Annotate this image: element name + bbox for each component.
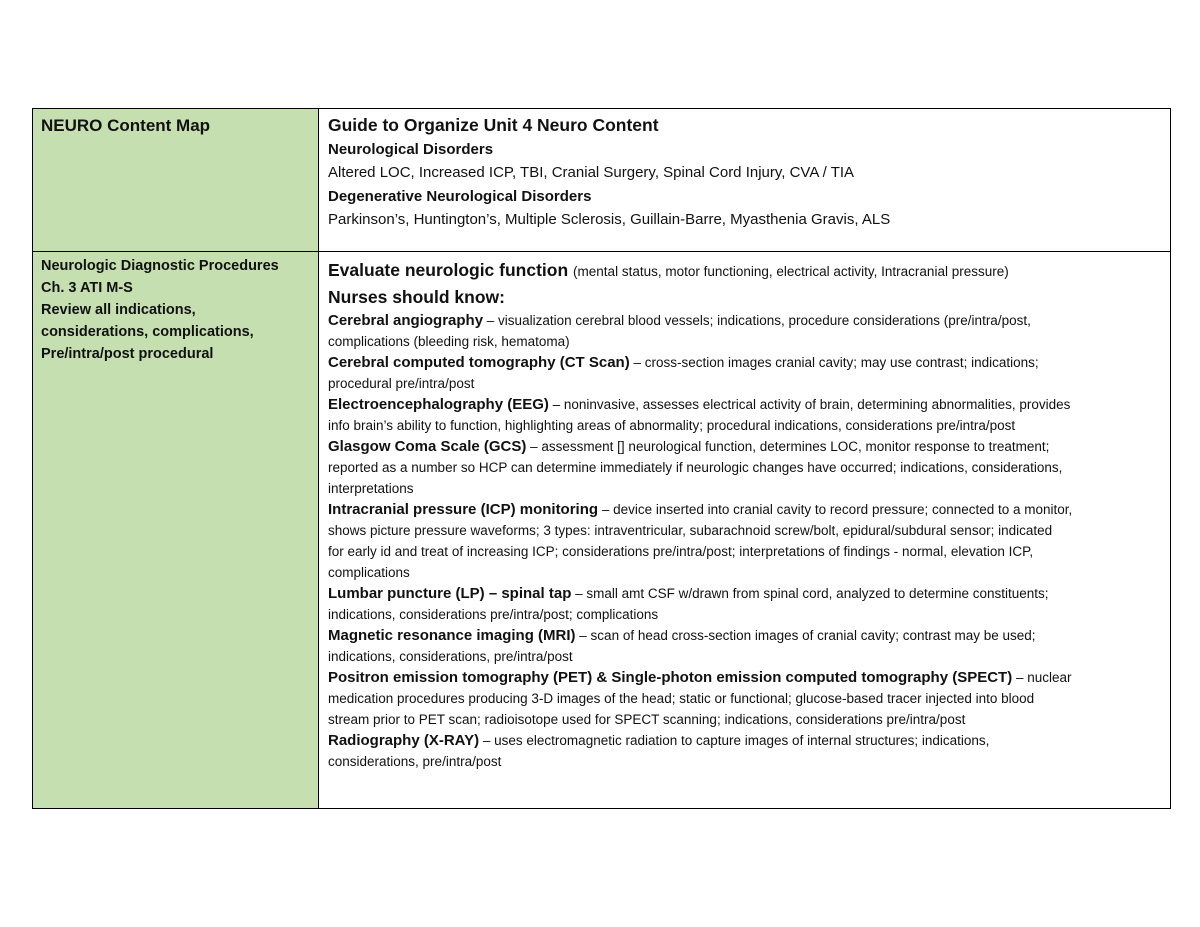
procedure-description: reported as a number so HCP can determine immediately if neurologic changes have occurred; indications, considerations,: [328, 460, 1063, 475]
procedure-description: – small amt CSF w/drawn from spinal cord, analyzed to determine constituents;: [571, 586, 1049, 601]
degenerative-disorders-list: Parkinson’s, Huntington’s, Multiple Sclerosis, Guillain-Barre, Myasthenia Gravis, ALS: [328, 211, 891, 228]
procedure-item: [328, 730, 1160, 772]
procedure-description: – nuclear: [1012, 670, 1072, 685]
nurses-know-heading: Nurses should know:: [328, 287, 505, 307]
evaluate-detail: (mental status, motor functioning, electrical activity, Intracranial pressure): [573, 264, 1009, 279]
procedure-name: Magnetic resonance imaging (MRI): [328, 627, 576, 644]
procedure-item: [328, 436, 1160, 499]
procedure-description: complications (bleeding risk, hematoma): [328, 334, 570, 349]
procedure-description: procedural pre/intra/post: [328, 376, 475, 391]
procedure-name: Radiography (X-RAY): [328, 732, 480, 749]
table-row: [33, 252, 1171, 809]
procedure-name: Electroencephalography (EEG): [328, 396, 549, 413]
procedure-name: Glasgow Coma Scale (GCS): [328, 438, 527, 455]
procedure-description: – device inserted into cranial cavity to record pressure; connected to a monitor,: [598, 502, 1073, 517]
section-label: Neurologic Diagnostic Procedures: [41, 258, 279, 274]
degenerative-disorders-heading: Degenerative Neurological Disorders: [328, 188, 592, 205]
evaluate-heading: Evaluate neurologic function: [328, 260, 569, 280]
guide-title: Guide to Organize Unit 4 Neuro Content: [328, 115, 659, 135]
left-header-cell: [33, 109, 319, 252]
right-section-cell: [319, 252, 1171, 809]
procedure-name: Positron emission tomography (PET) & Single-photon emission computed tomography (SPECT): [328, 669, 1013, 686]
evaluate-line: [328, 257, 1160, 285]
procedure-description: indications, considerations pre/intra/post; complications: [328, 607, 659, 622]
procedure-name: Cerebral computed tomography (CT Scan): [328, 354, 630, 371]
procedure-description: medication procedures producing 3-D images of the head; static or functional; glucose-based tracer injected into blood: [328, 691, 1035, 706]
neuro-disorders-heading: Neurological Disorders: [328, 141, 494, 158]
procedure-item: [328, 310, 1160, 352]
section-label: Pre/intra/post procedural: [41, 346, 214, 362]
content-map-title: NEURO Content Map: [41, 116, 211, 135]
procedure-item: [328, 625, 1160, 667]
procedure-name: Lumbar puncture (LP) – spinal tap: [328, 585, 572, 602]
procedure-description: shows picture pressure waveforms; 3 types: intraventricular, subarachnoid screw/bolt, epidural/subdural sensor; indicated: [328, 523, 1053, 538]
section-label: Ch. 3 ATI M-S: [41, 280, 133, 296]
procedure-description: – assessment [] neurological function, determines LOC, monitor response to treatment;: [526, 439, 1050, 454]
procedure-description: indications, considerations, pre/intra/post: [328, 649, 573, 664]
section-label: Review all indications,: [41, 302, 196, 318]
procedure-description: – scan of head cross-section images of cranial cavity; contrast may be used;: [575, 628, 1036, 643]
procedure-description: for early id and treat of increasing ICP; considerations pre/intra/post; interpretations of findings - normal, elevation ICP,: [328, 544, 1034, 559]
procedure-description: – cross-section images cranial cavity; may use contrast; indications;: [629, 355, 1039, 370]
procedure-description: interpretations: [328, 481, 414, 496]
table-row: [33, 109, 1171, 252]
procedure-item: [328, 583, 1160, 625]
content-map-table: [32, 108, 1171, 809]
procedure-description: – visualization cerebral blood vessels; indications, procedure considerations (pre/intra/post,: [483, 313, 1031, 328]
procedure-item: [328, 352, 1160, 394]
procedure-description: stream prior to PET scan; radioisotope used for SPECT scanning; indications, considerations pre/intra/post: [328, 712, 966, 727]
procedure-description: considerations, pre/intra/post: [328, 754, 502, 769]
section-label: considerations, complications,: [41, 324, 254, 340]
procedure-item: [328, 394, 1160, 436]
procedure-name: Cerebral angiography: [328, 312, 484, 329]
procedure-item: [328, 667, 1160, 730]
left-section-cell: [33, 252, 319, 809]
procedure-name: Intracranial pressure (ICP) monitoring: [328, 501, 599, 518]
procedure-description: complications: [328, 565, 410, 580]
procedure-item: [328, 499, 1160, 583]
procedure-description: – uses electromagnetic radiation to capture images of internal structures; indications,: [479, 733, 990, 748]
procedure-description: info brain’s ability to function, highlighting areas of abnormality; procedural indications, considerations pre/intra/post: [328, 418, 1016, 433]
procedure-description: – noninvasive, assesses electrical activity of brain, determining abnormalities, provides: [548, 397, 1071, 412]
right-header-cell: [319, 109, 1171, 252]
neuro-disorders-list: Altered LOC, Increased ICP, TBI, Cranial Surgery, Spinal Cord Injury, CVA / TIA: [328, 164, 855, 181]
